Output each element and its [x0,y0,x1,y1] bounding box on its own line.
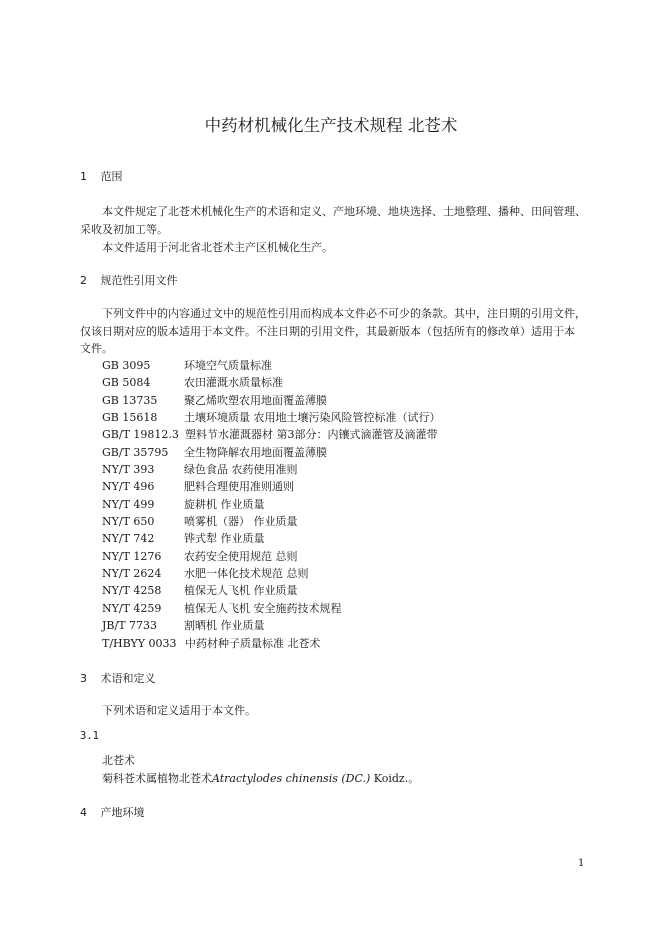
references-intro-line: 下列文件中的内容通过文中的规范性引用而构成本文件必不可少的条款。其中，注日期的引用文件， [102,307,586,320]
reference-item [102,357,441,374]
reference-code: T/HBYY 0033 [102,636,177,650]
reference-item [102,582,441,599]
reference-list [102,357,441,652]
section-number: 2 [80,274,87,287]
section-heading-normative-references [80,272,178,288]
reference-name: 铧式犁 作业质量 [184,532,265,546]
reference-name: 割晒机 作业质量 [184,619,265,633]
reference-code: NY/T 1276 [102,549,162,563]
reference-item [102,513,441,530]
reference-name: 农药安全使用规范 总则 [184,549,298,563]
scope-text-line: 本文件规定了北苍术机械化生产的术语和定义、产地环境、地块选择、土地整理、播种、田间管理、 [102,205,586,218]
document-title: 中药材机械化生产技术规程 北苍术 [204,116,458,135]
reference-name: 肥料合理使用准则通则 [184,480,294,494]
section-heading-scope [80,168,123,184]
reference-name: 聚乙烯吹塑农用地面覆盖薄膜 [184,393,327,407]
scope-applicability: 本文件适用于河北省北苍术主产区机械化生产。 [102,241,333,254]
term-definition-prefix: 菊科苍术属植物北苍术 [102,772,212,785]
reference-name: 全生物降解农用地面覆盖薄膜 [184,445,327,459]
reference-name: 植保无人飞机 作业质量 [184,584,298,598]
reference-code: NY/T 2624 [102,567,162,581]
term-name: 北苍术 [102,754,135,767]
scope-text-line: 采收及初加工等。 [80,223,168,236]
terms-intro-text: 下列术语和定义适用于本文件。 [102,704,256,717]
reference-name: 土壤环境质量 农用地土壤污染风险管控标准（试行） [184,411,441,425]
reference-code: NY/T 499 [102,497,155,511]
reference-item [102,461,441,478]
term-latin-name: Atractylodes chinensis (DC.) [212,772,371,785]
reference-item [102,444,441,461]
term-definition [102,770,419,786]
reference-item [102,374,441,391]
reference-item [102,565,441,582]
references-intro [80,305,602,358]
reference-name: 旋耕机 作业质量 [184,497,265,511]
reference-code: NY/T 4258 [102,584,162,598]
reference-item [102,392,441,409]
reference-item [102,496,441,513]
section-number: 4 [80,806,87,819]
reference-code: GB 15618 [102,411,158,425]
reference-code: GB 3095 [102,359,151,372]
reference-name: 中药材种子质量标准 北苍术 [185,636,321,650]
reference-code: NY/T 742 [102,532,155,546]
reference-item [102,635,441,652]
reference-item [102,426,441,443]
section-number: 1 [80,170,87,183]
reference-code: GB 13735 [102,393,158,407]
reference-name: 绿色食品 农药使用准则 [184,463,298,477]
reference-item [102,548,441,565]
reference-item [102,409,441,426]
reference-code: GB/T 19812.3 [102,428,179,442]
term-definition-suffix: Koidz.。 [370,772,420,785]
reference-name: 喷雾机（器） 作业质量 [184,515,298,529]
reference-code: GB/T 35795 [102,445,169,459]
reference-code: NY/T 393 [102,463,155,477]
reference-name: 水肥一体化技术规范 总则 [184,567,309,581]
terms-intro [80,702,602,720]
reference-item [102,617,441,634]
references-intro-line: 仅该日期对应的版本适用于本文件。不注日期的引用文件，其最新版本（包括所有的修改单）适用于本 [80,324,575,338]
section-title: 术语和定义 [100,672,156,685]
reference-code: JB/T 7733 [102,619,158,633]
section-heading-terms [80,670,156,686]
reference-name: 环境空气质量标准 [184,359,272,372]
section-title: 规范性引用文件 [100,274,178,287]
references-intro-line: 文件。 [80,342,113,355]
reference-name: 塑料节水灌溉器材 第3部分：内镶式滴灌管及滴灌带 [185,428,438,442]
section-heading-environment [80,804,145,820]
reference-item [102,530,441,547]
section-title: 产地环境 [100,806,145,819]
reference-code: NY/T 4259 [102,601,162,615]
reference-code: NY/T 496 [102,480,155,494]
page-number: 1 [578,858,585,869]
section-number: 3 [80,672,87,685]
reference-name: 农田灌溉水质量标准 [184,376,283,390]
reference-item [102,478,441,495]
scope-paragraph [80,203,602,257]
reference-code: GB 5084 [102,376,151,390]
reference-name: 植保无人飞机 安全施药技术规程 [184,601,342,615]
term-number: 3.1 [80,730,99,742]
reference-code: NY/T 650 [102,515,155,529]
reference-item [102,600,441,617]
section-title: 范围 [100,170,123,183]
